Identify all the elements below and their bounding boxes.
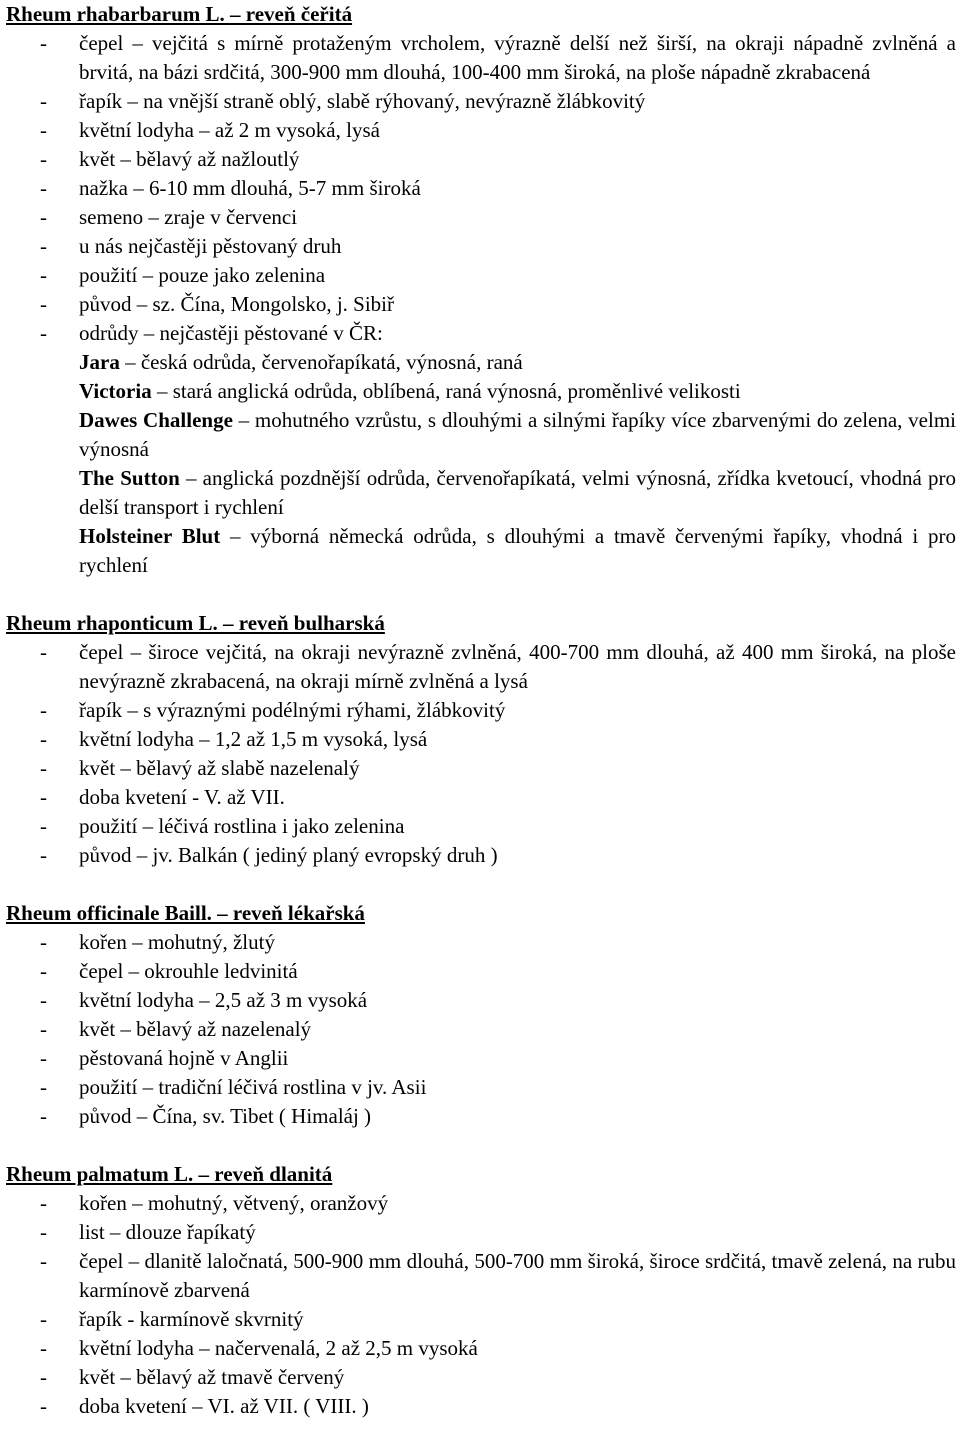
cultivar-name: The Sutton	[79, 466, 180, 490]
list-item: - nažka – 6-10 mm dlouhá, 5-7 mm široká	[40, 176, 421, 200]
list-item: - řapík - karmínově skvrnitý	[40, 1307, 304, 1331]
cultivar-name: Victoria	[79, 379, 152, 403]
list-item: - čepel – okrouhle ledvinitá	[40, 959, 298, 983]
section-rheum-palmatum	[6, 1160, 956, 1421]
list-item: - kořen – mohutný, větvený, oranžový	[40, 1191, 389, 1215]
list-item: - doba kvetení - V. až VII.	[40, 785, 285, 809]
cultivar-name: Dawes Challenge	[79, 408, 233, 432]
list-item: - doba kvetení – VI. až VII. ( VIII. )	[40, 1394, 369, 1418]
section-heading: Rheum palmatum L. – reveň dlanitá	[6, 1162, 333, 1186]
section-spacer	[6, 870, 956, 899]
cultivar-name: Jara	[79, 350, 120, 374]
cultivar-entry: Jara – česká odrůda, červenořapíkatá, výnosná, raná	[79, 350, 523, 374]
list-item: - čepel – dlanitě laločnatá, 500-900 mm dlouhá, 500-700 mm široká, široce srdčitá, tmavě zelená, na rubu karmínově zbarvená	[40, 1249, 956, 1302]
list-item: - řapík – na vnější straně oblý, slabě rýhovaný, nevýrazně žlábkovitý	[40, 89, 646, 113]
list-item: - odrůdy – nejčastěji pěstované v ČR:	[40, 321, 383, 345]
list-item: - původ – Čína, sv. Tibet ( Himaláj )	[40, 1104, 372, 1128]
list-item: - kořen – mohutný, žlutý	[40, 930, 275, 954]
list-item: - květní lodyha – 2,5 až 3 m vysoká	[40, 988, 368, 1012]
list-item: - květní lodyha – načervenalá, 2 až 2,5 m vysoká	[40, 1336, 478, 1360]
list-item: - květ – bělavý až nazelenalý	[40, 1017, 312, 1041]
section-heading: Rheum rhabarbarum L. – reveň čeřitá	[6, 2, 353, 26]
list-item: - řapík – s výraznými podélnými rýhami, žlábkovitý	[40, 698, 506, 722]
cultivar-entry: The Sutton – anglická pozdnější odrůda, červenořapíkatá, velmi výnosná, zřídka kvetoucí, vhodná pro delší transport i rychlení	[79, 466, 957, 519]
list-item: - použití – léčivá rostlina i jako zelenina	[40, 814, 405, 838]
list-item: - květní lodyha – až 2 m vysoká, lysá	[40, 118, 380, 142]
section-heading: Rheum officinale Baill. – reveň lékařská	[6, 901, 365, 925]
list-item: - čepel – vejčitá s mírně protaženým vrcholem, výrazně delší než širší, na okraji nápadně zvlněná a brvitá, na bázi srdčitá, 300-900 mm dlouhá, 100-400 mm široká, na ploše nápadně zkrabacená	[40, 31, 956, 84]
list-item: - použití – tradiční léčivá rostlina v jv. Asii	[40, 1075, 427, 1099]
list-item: - květní lodyha – 1,2 až 1,5 m vysoká, lysá	[40, 727, 428, 751]
section-rheum-rhaponticum	[6, 609, 956, 870]
list-item: - čepel – široce vejčitá, na okraji nevýrazně zvlněná, 400-700 mm dlouhá, až 400 mm široká, na ploše nevýrazně zkrabacená, na okraji mírně zvlněná a lysá	[40, 640, 956, 693]
cultivar-entry: Victoria – stará anglická odrůda, oblíbená, raná výnosná, proměnlivé velikosti	[79, 379, 741, 403]
section-heading: Rheum rhaponticum L. – reveň bulharská	[6, 611, 385, 635]
list-item: - semeno – zraje v červenci	[40, 205, 298, 229]
list-item: - původ – sz. Čína, Mongolsko, j. Sibiř	[40, 292, 395, 316]
list-item: - květ – bělavý až nažloutlý	[40, 147, 300, 171]
list-item: - květ – bělavý až slabě nazelenalý	[40, 756, 360, 780]
list-item: - u nás nejčastěji pěstovaný druh	[40, 234, 342, 258]
cultivar-entry: Holsteiner Blut – výborná německá odrůda, s dlouhými a tmavě červenými řapíky, vhodná i pro rychlení	[79, 524, 956, 577]
list-item: - pěstovaná hojně v Anglii	[40, 1046, 289, 1070]
list-item: - květ – bělavý až tmavě červený	[40, 1365, 345, 1389]
section-spacer	[6, 1131, 956, 1160]
section-rheum-rhabarbarum	[6, 0, 956, 580]
section-spacer	[6, 580, 956, 609]
cultivar-name: Holsteiner Blut	[79, 524, 221, 548]
cultivar-entry: Dawes Challenge – mohutného vzrůstu, s dlouhými a silnými řapíky více zbarvenými do zelena, velmi výnosná	[79, 408, 956, 461]
list-item: - původ – jv. Balkán ( jediný planý evropský druh )	[40, 843, 498, 867]
list-item: - použití – pouze jako zelenina	[40, 263, 326, 287]
list-item: - list – dlouze řapíkatý	[40, 1220, 256, 1244]
section-rheum-officinale	[6, 899, 956, 1131]
